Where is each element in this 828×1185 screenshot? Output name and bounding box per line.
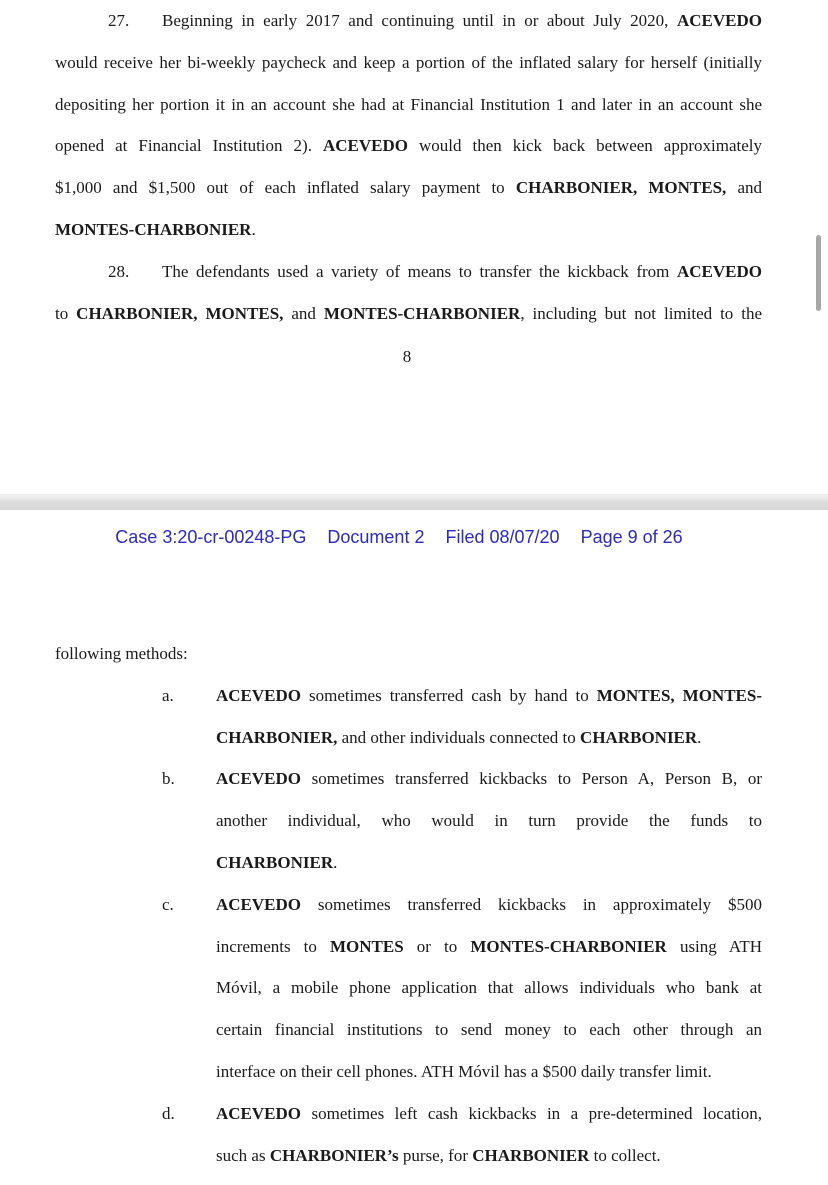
paragraph-marker: 28. — [108, 261, 130, 281]
bold-name: ACEVEDO — [216, 769, 302, 789]
bold-name: CHARBONIER’s — [269, 1145, 399, 1165]
text-line — [55, 251, 762, 293]
line-text — [216, 926, 762, 968]
text-line — [55, 293, 762, 335]
text-run: and — [726, 178, 762, 198]
text-run: would then kick back between approximately — [407, 136, 762, 156]
document-page-9 — [0, 510, 828, 1185]
text-run: , including but not limited to the — [520, 303, 762, 323]
text-run: using ATH — [666, 936, 762, 956]
bold-name: CHARBONIER, MONTES, — [76, 303, 284, 323]
text-line — [55, 675, 762, 717]
page-count: Page 9 of 26 — [580, 527, 683, 547]
text-run: Beginning in early 2017 and continuing until in or about July 2020, — [162, 11, 677, 30]
bold-name: CHARBONIER — [580, 727, 698, 747]
paragraph-marker: b. — [162, 769, 175, 789]
case-number: Case 3:20-cr-00248-PG — [115, 527, 307, 547]
line-text — [216, 758, 762, 800]
page-separator — [0, 494, 828, 511]
text-line — [55, 167, 762, 209]
text-line — [55, 884, 762, 926]
bold-name: MONTES-CHARBONIER — [323, 303, 521, 323]
line-text — [216, 967, 762, 1009]
text-line — [55, 758, 762, 800]
text-line — [55, 209, 762, 251]
line-text — [216, 717, 762, 759]
text-run: or to — [403, 936, 471, 956]
text-run: Móvil, a mobile phone application that allows individuals who bank at — [216, 978, 762, 998]
text-run: . — [333, 852, 338, 872]
text-line — [55, 717, 762, 759]
text-run: sometimes transferred kickbacks in approximately $500 — [301, 894, 762, 914]
text-run: another individual, who would in turn provide the funds to — [216, 811, 762, 831]
line-text — [55, 209, 762, 251]
page-8-text — [55, 0, 762, 334]
text-run: and — [283, 303, 324, 323]
text-line — [55, 800, 762, 842]
text-run: certain financial institutions to send money to each other through an — [216, 1020, 762, 1040]
text-run: . — [251, 219, 256, 239]
line-text — [216, 1009, 762, 1051]
text-run: purse, for — [398, 1145, 473, 1165]
page-number: 8 — [402, 347, 412, 366]
line-text — [55, 293, 762, 335]
text-line — [55, 842, 762, 884]
bold-name: ACEVEDO — [216, 1103, 302, 1123]
text-run: following methods: — [55, 644, 188, 663]
text-run: depositing her portion it in an account she had at Financial Institution 1 and later in an account she — [55, 94, 762, 114]
paragraph-marker: c. — [162, 894, 174, 914]
text-line — [55, 1093, 762, 1135]
text-run: would receive her bi-weekly paycheck and keep a portion of the inflated salary for herself (initially — [55, 52, 762, 72]
text-run: increments to — [216, 936, 330, 956]
line-text — [216, 842, 762, 884]
paragraph-marker: 27. — [108, 11, 130, 30]
bold-name: ACEVEDO — [676, 261, 762, 281]
vertical-scrollbar[interactable] — [816, 235, 821, 311]
bold-name: ACEVEDO — [216, 894, 302, 914]
text-run: and other individuals connected to — [337, 727, 581, 747]
court-filing-header — [0, 527, 798, 548]
bold-name: CHARBONIER — [216, 852, 334, 872]
text-line — [55, 84, 762, 126]
text-run: The defendants used a variety of means to transfer the kickback from — [162, 261, 677, 281]
line-text — [55, 633, 762, 675]
text-line — [55, 42, 762, 84]
line-text — [216, 1093, 762, 1135]
text-line — [55, 1009, 762, 1051]
text-run: . — [697, 727, 702, 747]
bold-name: MONTES-CHARBONIER — [470, 936, 667, 956]
text-run: sometimes transferred kickbacks to Person A, Person B, or — [301, 769, 762, 789]
text-run: to collect. — [589, 1145, 661, 1165]
line-text — [216, 1135, 762, 1177]
bold-name: ACEVEDO — [676, 11, 762, 30]
page-9-text — [55, 633, 762, 1176]
paragraph-marker: d. — [162, 1103, 175, 1123]
line-text — [162, 0, 762, 42]
line-text — [216, 1051, 762, 1093]
text-run: interface on their cell phones. ATH Móvil has a $500 daily transfer limit. — [216, 1061, 712, 1081]
bold-name: MONTES, MONTES- — [596, 685, 762, 705]
bold-name: CHARBONIER, MONTES, — [515, 178, 727, 198]
line-text — [162, 251, 762, 293]
text-run: such as — [216, 1145, 270, 1165]
line-text — [55, 42, 762, 84]
text-run: $1,000 and $1,500 out of each inflated salary payment to — [55, 178, 516, 198]
paragraph-marker: a. — [162, 685, 174, 705]
bold-name: MONTES-CHARBONIER — [55, 219, 252, 239]
filed-date: Filed 08/07/20 — [445, 527, 560, 547]
text-line — [55, 926, 762, 968]
text-run: sometimes left cash kickbacks in a pre-determined location, — [301, 1103, 762, 1123]
text-line — [55, 1135, 762, 1177]
bold-name: ACEVEDO — [216, 685, 302, 705]
line-text — [55, 84, 762, 126]
text-line — [55, 125, 762, 167]
text-line — [55, 967, 762, 1009]
bold-name: MONTES — [330, 936, 404, 956]
text-line — [55, 0, 762, 42]
document-number: Document 2 — [327, 527, 425, 547]
bold-name: CHARBONIER, — [216, 727, 338, 747]
text-run: sometimes transferred cash by hand to — [301, 685, 597, 705]
line-text — [216, 800, 762, 842]
text-run: to — [55, 303, 77, 323]
line-text — [55, 167, 762, 209]
bold-name: ACEVEDO — [322, 136, 408, 156]
line-text — [55, 125, 762, 167]
text-line — [55, 1051, 762, 1093]
line-text — [216, 884, 762, 926]
document-page-8 — [0, 0, 828, 494]
bold-name: CHARBONIER — [472, 1145, 590, 1165]
text-line — [55, 633, 762, 675]
text-run: opened at Financial Institution 2). — [55, 136, 323, 156]
line-text — [216, 675, 762, 717]
